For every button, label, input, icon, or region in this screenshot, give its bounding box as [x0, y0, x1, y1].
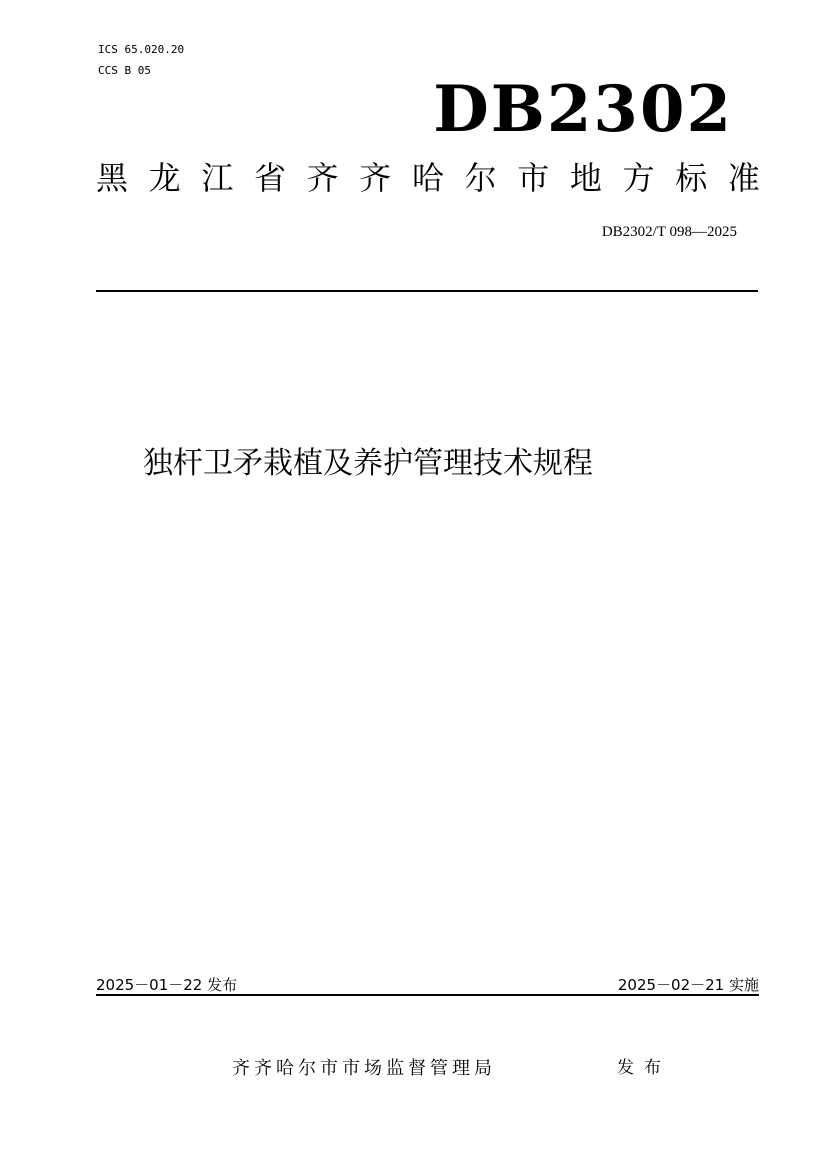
publish-label: 发布	[617, 1058, 671, 1078]
ccs-code: CCS B 05	[98, 64, 151, 77]
bottom-divider	[96, 994, 759, 996]
top-divider	[96, 290, 758, 292]
standard-type-char: 市	[517, 159, 550, 197]
ics-code: ICS 65.020.20	[98, 43, 185, 56]
standard-number: DB2302/T 098—2025	[601, 224, 737, 240]
standard-type-char: 齐	[359, 159, 392, 197]
document-title: 独杆卫矛栽植及养护管理技术规程	[143, 446, 593, 481]
standard-type-char: 龙	[148, 159, 181, 197]
standard-type-char: 哈	[411, 159, 444, 197]
implementation-date: 2025－02－21 实施	[617, 976, 759, 994]
standard-type-char: 尔	[464, 159, 497, 197]
standard-type-char: 江	[201, 159, 234, 197]
issue-date: 2025－01－22 发布	[96, 976, 238, 994]
standard-type-char: 方	[622, 159, 655, 197]
standard-type-char: 省	[253, 159, 286, 197]
issuing-authority: 齐齐哈尔市市场监督管理局	[232, 1058, 496, 1079]
standard-type-char: 齐	[306, 159, 339, 197]
standard-code-heading: DB2302	[433, 72, 733, 147]
standard-type-title	[96, 156, 760, 200]
standard-type-char: 地	[569, 159, 602, 197]
standard-type-char: 标	[675, 159, 708, 197]
standard-type-char: 准	[727, 159, 760, 197]
standard-type-char: 黑	[96, 159, 129, 197]
